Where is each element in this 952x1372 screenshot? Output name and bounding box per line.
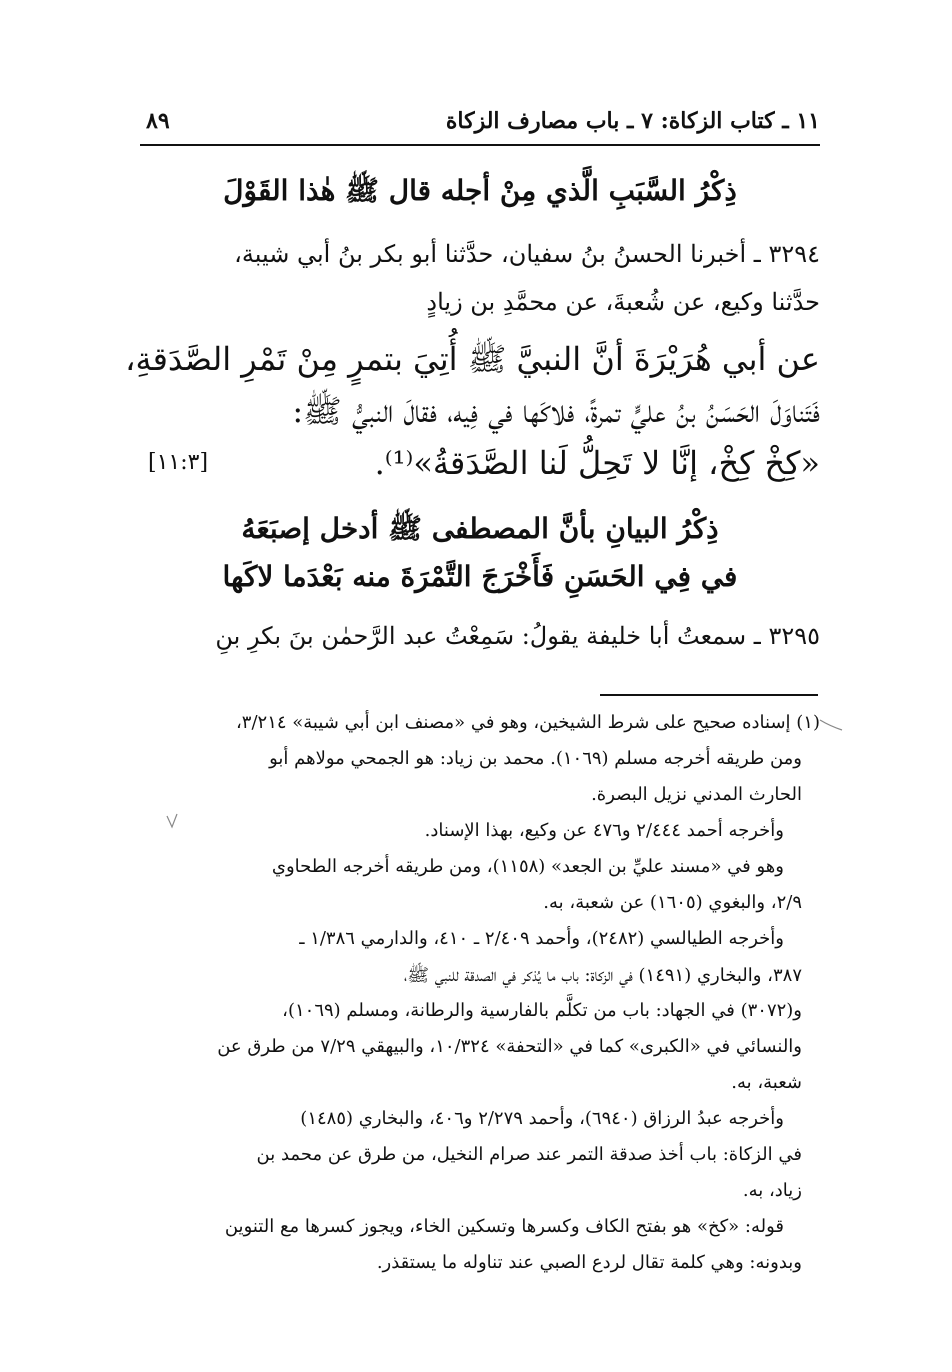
hadith-3294-isnad-line-1: ٣٢٩٤ ـ أخبرنا الحسنُ بنُ سفيان، حدَّثنا أبو بكر بنُ أبي شيبة، [234,240,820,268]
footnote-line: ٣٨٧، والبخاري (١٤٩١) في الزكاة: باب ما يُذكر في الصدقة للنبي ﷺ، [403,965,802,986]
footnote-line: وأخرجه الطيالسي (٢٤٨٢)، وأحمد ٢/٤٠٩ ـ ٤١٠، والدارمي ١/٣٨٦ ـ [299,928,784,949]
footnote-line: شعبة، به. [731,1072,802,1093]
footnote-line: والنسائي في «الكبرى» كما في «التحفة» ١٠/٣٢٤، والبيهقي ٧/٢٩ من طرق عن [217,1036,802,1057]
footnote-line: وأخرجه أحمد ٢/٤٤٤ و٤٧٦ عن وكيع، بهذا الإسناد. [424,820,784,841]
section-heading-1: ذِكْرُ السَّبَبِ الَّذي مِنْ أجله قال ﷺ هٰذا القَوْلَ [223,174,737,207]
footnote-line: قوله: «كخ» هو بفتح الكاف وكسرها وتسكين الخاء، ويجوز كسرها مع التنوين [224,1216,784,1237]
hadith-3295-line-1: ٣٢٩٥ ـ سمعتُ أبا خليفة يقولُ: سَمِعْتُ عبد الرَّحمٰن بنَ بكرِ بنِ [215,622,820,650]
pencil-mark-icon [818,716,844,734]
footnote-rule [600,694,818,696]
footnote-line: وأخرجه عبدُ الرزاق (٦٩٤٠)، وأحمد ٢/٢٧٩ و٤٠٦، والبخاري (١٤٨٥) [300,1108,784,1129]
footnote-line: (١) إسناده صحيح على شرط الشيخين، وهو في «مصنف ابن أبي شيبة» ٣/٢١٤، [235,712,820,733]
page-number: ٨٩ [146,108,170,134]
header-rule [140,144,820,146]
header-title: ١١ ـ كتاب الزكاة: ٧ ـ باب مصارف الزكاة [445,108,820,134]
hadith-3294-matn-line-3: «كِخْ كِخْ، إنَّا لا تَحِلُّ لَنا الصَّدَقةُ»⁽¹⁾. [374,444,820,482]
hadith-3294-matn-line-2: فَتَناوَلَ الحَسَنُ بنُ عليٍّ تمرةً، فلاكَها في فِيه، فقالَ النبيُّ ﷺ: [292,392,820,430]
running-header [140,108,820,142]
section-heading-2-line-2: في فِي الحَسَنِ فَأَخْرَجَ التَّمْرَةَ منه بَعْدَما لاكَها [222,560,738,593]
footnote-line: في الزكاة: باب أخذ صدقة التمر عند صرام النخيل، من طرق عن محمد بن [256,1144,802,1165]
check-mark-icon [164,812,180,832]
hadith-3294-matn-line-1: عن أبي هُرَيْرَةَ أنَّ النبيَّ ﷺ أُتِيَ بتمرٍ مِنْ تَمْرِ الصَّدَقةِ، [125,340,820,378]
footnote-line: زياد، به. [742,1180,802,1201]
hadith-3294-isnad-line-2: حدَّثنا وكيع، عن شُعبةَ، عن محمَّدِ بن زيادٍ [426,288,820,316]
footnote-line: وهو في «مسند عليِّ بن الجعد» (١١٥٨)، ومن طريقه أخرجه الطحاوي [271,856,784,877]
hadith-reference: [١١:٣] [148,450,209,475]
footnote-line: و(٣٠٧٢) في الجهاد: باب من تكلَّم بالفارسية والرطانة، ومسلم (١٠٦٩)، [282,1000,802,1021]
footnote-line: ٢/٩، والبغوي (١٦٠٥) عن شعبة، به. [543,892,802,913]
footnote-line: الحارث المدني نزيل البصرة. [591,784,802,805]
footnote-line: ومن طريقه أخرجه مسلم (١٠٦٩). محمد بن زياد: هو الجمحي مولاهم أبو [269,748,802,769]
footnote-line: وبدونه: وهي كلمة تقال لردع الصبي عند تناوله ما يستقذر. [376,1252,802,1273]
section-heading-2-line-1: ذِكْرُ البيانِ بأنَّ المصطفى ﷺ أدخل إصبَعَهُ [241,512,719,545]
